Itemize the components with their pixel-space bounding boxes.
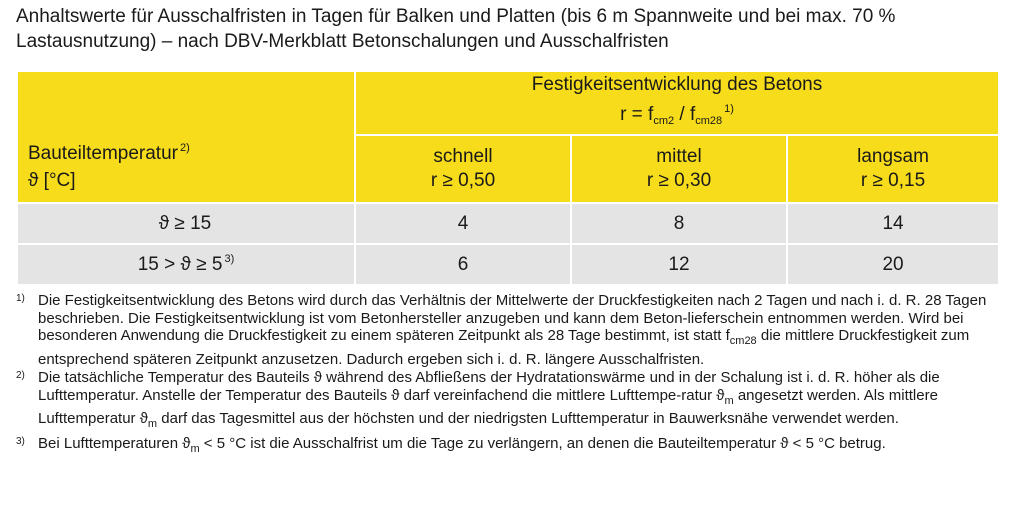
title-line-2: Lastausnutzung) – nach DBV-Merkblatt Betonschalungen und Ausschalfristen — [16, 31, 669, 52]
row-label: ϑ ≥ 15 — [17, 203, 355, 244]
footnotes — [16, 292, 1008, 459]
formwork-table — [16, 70, 1000, 286]
row-label: 15 > ϑ ≥ 5 $^{3)}$ — [17, 244, 355, 285]
column-header-medium: mittel r ≥ 0,30 — [571, 135, 787, 203]
title-line-1: Anhaltswerte für Ausschalfristen in Tagen für Balken und Platten (bis 6 m Spannweite und bei max. 70 % — [16, 6, 896, 27]
document-title — [16, 4, 1016, 54]
table-cell: 12 — [571, 244, 787, 285]
column-header-fast: schnell r ≥ 0,50 — [355, 135, 571, 203]
table-cell: 20 — [787, 244, 999, 285]
footnote-1: 1) Die Festigkeitsentwicklung des Betons wird durch das Verhältnis der Mittelwerte der Druckfestigkeiten nach 2 Tagen und nach i. d. R. 28 Tagen beschrieben. Die Festigkeitsentwicklung ist vom Betonhersteller anzugeben und kann dem Beton-lieferschein entnommen werden. Wird bei besonderen Anwendung die Druckfestigkeit zu einem späteren Zeitpunkt als 28 Tage bestimmt, ist statt $f_{cm28}$ die mittlere Druckfestigkeit zum entsprechend späteren Zeitpunkt anzusetzen. Dadurch ergeben sich i. d. R. längere Ausschalfristen. — [16, 292, 987, 368]
table-cell: 6 — [355, 244, 571, 285]
table-row — [17, 203, 999, 244]
header-component-temperature: Bauteiltemperatur $^{2)}$ ϑ [°C] — [17, 71, 355, 203]
footnote-2: 2) Die tatsächliche Temperatur des Bauteils ϑ während des Abfließens der Hydratationswärme und in der Schalung ist i. d. R. höher als die Lufttemperatur. Anstelle der Temperatur des Bauteils ϑ darf vereinfachend die mittlere Lufttempe-ratur $ϑ_m$ angesetzt werden. Als mittlere Lufttemperatur $ϑ_m$ darf das Tagesmittel aus der höchsten und der niedrigsten Lufttemperatur in Bauwerksnähe verwendet werden. — [16, 369, 940, 430]
table-cell: 14 — [787, 203, 999, 244]
column-header-slow: langsam r ≥ 0,15 — [787, 135, 999, 203]
table-cell: 8 — [571, 203, 787, 244]
table-cell: 4 — [355, 203, 571, 244]
header-strength-development: Festigkeitsentwicklung des Betons $r = f_{cm2} / f_{cm28}^{1)}$ — [355, 71, 999, 135]
table-row — [17, 244, 999, 285]
footnote-3: 3) Bei Lufttemperaturen $ϑ_m < 5$ °C ist die Ausschalfrist um die Tage zu verlängern, an denen die Bauteiltemperatur ϑ < 5 °C betrug. — [16, 434, 886, 455]
strength-ratio-formula: $r = f_{cm2} / f_{cm28}^{1)}$ — [620, 103, 734, 127]
